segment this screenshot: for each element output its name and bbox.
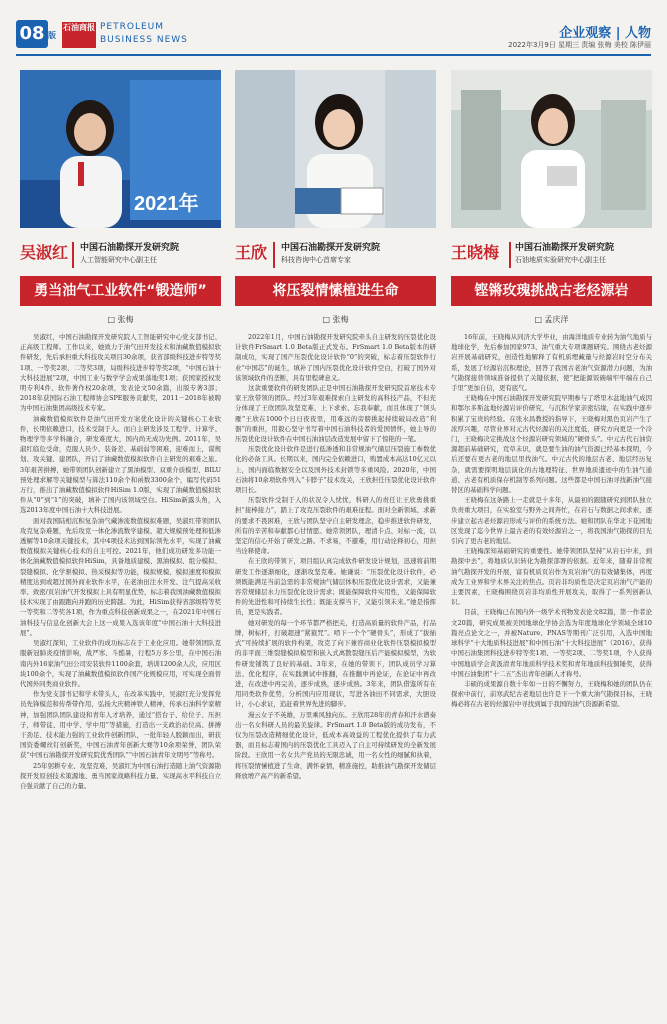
paper-english-title-line1: PETROLEUM [100,22,165,32]
article-body [20,332,221,791]
paragraph: 油藏数值模拟软件是油气田开发方案优化设计的关键核心工业软件，长期依赖进口，技术受制于人。而自主研发涉及工程学、计算学、物理学等多学科融合，研发难度大，国内尚无成功先例。2011年，吴淑红临危受命，克服人员少、装备差、基础弱等困难，迎难而上，谋规划、攻关键、建团队，开启了油藏数值模拟软件自主研发的艰难之旅。3年艰苦拼搏，她带领团队创新建立了黑油模型、双重介质模型、BILU预处理求解等关键模型与算法110余个和函数3300余个，编写代码51万行，推出了油藏数值模拟软件HiSim 1.0版，实现了油藏数值模拟软件从“0”到“1”的突破，填补了国内该领域空白。HiSim新露头角，入选2013年度中国石油十大科技进展。 [20,414,221,515]
paragraph: 吴淑红深知，工业软件的成功标志在于工业化应用。她带领团队克服新冠肺炎疫情影响，战严寒、斗酷暑，行程5万多公里，在中国石油南内外16家油气田公司安装软件1100余套，培训1200余人次，应用区块100余个，实现了油藏数值模拟软件国产化规模应用，可实现全面替代国外同类商业软件。 [20,639,221,688]
section-title: 企业观察 | 人物 [559,26,651,41]
nameplate-divider [509,242,511,268]
paragraph: 2022年1月，中国石油勘探开发研究院牵头自主研发的压裂优化设计软件FrSmart 1.0 Beta版正式发布。FrSmart 1.0 Beta版本的研制成功，实现了国产压裂优化设计软件“0”的突破，标志着压裂软件行业“中国芯”的诞生，填补了国内压裂优化设计软件空白，打破了国外对该领域软件的垄断，具有里程碑意义。 [235,333,436,382]
person-name: 王欣 [235,243,268,262]
page-number-label: 版 [48,31,56,40]
page-number: 08 [16,20,48,48]
masthead [0,0,667,58]
paragraph: 丰硕的成果源自数十年如一日的不懈努力，王晓梅和她的团队仍在探索中前行，前寒武纪古老地层也许是下一个重大油气勘探目标，王晓梅必将在古老的烃源岩中寻找到属于我国的油气资源新希望。 [451,679,652,709]
nameplate [451,234,652,276]
paragraph: 这款重要软件的研发团队正是中国石油勘探开发研究院首席技术专家王欣带领的团队。经过3年艰难探索自主研发的高科技产品，不但充分体现了王欣团队攻坚克难、上下求索、忘我奉献，而且体现了“领头雁”王欣在1000个日日夜夜里，用难远的旁膀挑起持续破局改造“利器”的重担，用毅心坚守书写着中国石油科技者的爱国情怀，她主导的压裂优化设计软件在中国石油油层改造发展中留下了惊艳的一笔。 [235,384,436,444]
article-byline: □ 张梅 [322,315,349,324]
person-organization: 中国石油勘探开发研究院 [515,243,615,253]
article-column-1 [20,70,221,791]
stage-screen-text: 2021年 [134,193,199,215]
paragraph: 在王欣的带领下，项目组认真完成软件研发设计规划，迅速将前期研发工作逐渐细化，逐渐攻坚克难。她谦说：“压裂优化设计软件，必须既能满足当前急需的非常规油气储层体积压裂优化设计需求，又能兼容常规储层水力压裂优化设计需求；既能保障软件实用性，又能保障软件的先进性和可持续生长性；既能支撑当下，又能引领未来。”她是指挥员，更是实践者。 [235,557,436,617]
portrait-photo-wu-shuhong [20,70,221,228]
article-column-2 [235,70,436,781]
paragraph: 她对研发的每一个环节都严格把关，打造高质量的软件产品，打品牌，树标杆，打破超速“紧箍咒”。啃下一个个“硬骨头”，形成了“拔插式”可持续扩展的软件构架，攻克了向下兼容商业化软件压裂模拟模型的非平面三维裂缝模拟模型和嵌入式离散裂缝压后产能模拟模型，为软件研发铺筑了良好的基础。3年来，在她的带领下，团队成员学习算法、优化程序，在实践测试中推翻，在推翻中再论证，在论证中再改进，在改进中再完善，逐步成熟，逐步成熟。3年来，团队借鉴所有在用同类软件优势，分析国内应用现状，写进各油田不同需求，大胆设计，小心求证，追赶着世界先进的脚步。 [235,618,436,709]
paragraph: 16年前，王晓梅从同济大学毕业，由海洋地质专业转为油气地质与地球化学，先后参加国家973、油气重大专项课题研究。围绕古老烃源岩开展基础研究，创造性地解释了有机质埋藏量与烃源岩时空分布关系，发展了烃源岩沉积理论，回答了我国古老油气资源潜力问题，为油气勘探接替领域准备提供了关键依据，使“把能源饭碗端牢牢端在自己手里”更加自信，更有底气。 [451,333,652,393]
paragraph: 25年躬耕专业、攻坚克难，吴淑红为中国石油打造随上油气资源勘探开发原创技术策源地、勇当国家战略科技力量、实现高水平科技自立自强贡献了自己的力量。 [20,761,221,790]
article-byline: □ 张梅 [107,315,134,324]
paper-logo: 石油商报 [62,22,96,48]
paper-english-title-line2: BUSINESS NEWS [100,35,188,45]
paragraph: 吴淑红，中国石油勘探开发研究院人工智能研究中心党支部书记、正高级工程师。工作以来，她致力于油气田开发技术和油藏数值模拟软件研发，先后承担重大科技攻关项目30余项，获省部级科技进步特等奖1项、一等奖2项、二等奖3项，局级科技进步特等奖2项，“中国石油十大科技进展”2项，中国工业与数学学会成果落地奖1项；获国家授权发明专利4件、软件著作权20余项，发表论文50余篇，出版专著3部；2018年获国际石油工程师协会SPE服务贡献奖，2011－2018年被聘为中国石油集团高级技术专家。 [20,333,221,413]
portrait-illustration [235,70,436,228]
paragraph: 王晓梅在中国石油勘探开发研究院早期参与了塔里木盆地油气成因和鄂尔多斯盆地烃源岩评价研究，与沉积学家亲密结缘，在实践中逐步积累了宝贵的经验。在张水昌教授的指导下，王晓梅对黑色页岩产生了浓厚兴趣，尽管业界对元古代烃源岩的关注度低，研究方向更是一个冷门，王晓梅决定挑战这个烃源岩研究领域的“硬骨头”。中元古代石油资源超前基础研究，荒草未识，就是要生油的油气资源已经基本探明，今后还要在更古老的地层里找油气。中元古代的地层古老、地层经历复杂，就需要探明地层演化的古地理特征、世界地质遗迹中的生油气通道、古老有机质保存机制等系列问题。这些都是中国石油寻找新油气接替区的基础科学问题。 [451,394,652,495]
date-line: 2022年3月9日 星期三 责编 张梅 美校 陈伊丽 [508,41,651,49]
article-byline: □ 孟庆洋 [534,315,569,324]
person-name: 王晓梅 [451,243,500,262]
article-body [235,332,436,781]
nameplate [20,234,221,276]
article-body [451,332,652,710]
article-column-3 [451,70,652,710]
paragraph: 压裂优化设计软件是进行低渗透和非常规油气储层压裂施工参数优化的必备工具。长期以来，国内完全依赖进口，购置成本高达10亿元以上，国内面临数据安全以及国外技术封锁等多重风险。2020年，中国石油将10余项软件列入“卡脖子”技术攻关，王欣担任压裂优化设计软件项目长。 [235,445,436,495]
paragraph: 面对我国陆相沉积复杂油气藏渗流数值模拟难题，吴淑红带领团队攻克复杂难题，先后攻克一体化渗流数学建模、超大规模预处理和低渗透解等10余项关键技术，其中4项技术达到国际领先水平，实现了油藏数值模拟关键核心技术的自主可控。2021年，他们成功研发多功能一体化油藏数值模拟软件HiSim，具备地质建模、黑油模拟、组分模拟、裂缝模拟、化学驱模拟、热采模拟等功能，模拟规模、模拟速度和模拟精度达到或超过国外商业软件水平，在老油田注水开发、注气提高采收率、致密/页岩油气开发模拟上具有明显优势，标志着我国油藏数值模拟技术实现了由跟跑向并跑的历史跨越。为此，HiSim获得省部级特等奖一等奖和二等奖各1项，作为重点科技创新成果之一，在2021年中国石油科技与信息化创新大会上这一成果入选该年度“中国石油十大科技进展”。 [20,516,221,637]
portrait-illustration [20,70,221,228]
article-headline: 勇当油气工业软件“锻造师” [20,276,221,306]
paragraph: 王晓梅深知基础研究的重要性。她带领团队坚持“从岩石中来，到勘探中去”，将地质认识转化为勘探部署的依据。近年来，随着非常规油气勘探开发的开展，富有机质页岩作为页岩油气的有效储集体，再度成为工业界和学术界关注的焦点。页岩非均质性是决定页岩油气产能的主要因素，王晓梅围绕页岩非均质性开展攻关，取得了一系列创新认识。 [451,547,652,607]
paragraph: 王晓梅在这条路上一走就是十多年，从最初的跟随研究到团队独立负责重大项目，在实验室与野外之间奔忙，在岩石与数据之间求索，逐步建立起古老烃源岩形成与评价的系统方法。她和团队在华北下花园地区发现了迄今世界上最古老的有效烃源岩之一，将我国油气勘探的目光引向了更古老的地层。 [451,496,652,546]
article-headline: 将压裂情愫植进生命 [235,276,436,306]
portrait-photo-wang-xin [235,70,436,228]
person-position: 石油地质实验研究中心副主任 [515,256,606,264]
paragraph: 作为党支部书记和学术带头人，在改革实践中，吴淑红充分发挥党员先锋模范和传帮带作用，弘扬大庆精神铁人精神，传承石油科学家精神，加强团队团队建设和青年人才培养，通过“搭台子、给位子、压担子，师带徒、用中学、学中用”等措施，打造出一支政治站位高、拼搏干劲足、技术能力强的工业软件创新团队，一批年轻人脱颖而出，研获国资委螺丝钉创新奖，中国石油青年创新大赛等10余项荣誉，团队荣获“中国石油勘探开发研究院优秀团队”“中国石油青年文明号”等称号。 [20,690,221,760]
person-position: 人工智能研究中心副主任 [80,256,157,264]
nameplate-divider [72,242,74,268]
article-headline: 铿锵玫瑰挑战古老烃源岩 [451,276,652,306]
paragraph: 漫云女子不英雄，万里乘风独向东。王欣用28年的青春和汗水谱奏出一名女科研人员的最美旋律。FrSmart 1.0 Beta版的成功发布，不仅为压裂改造精细优化设计，低成本高效益的工程优化提供了有力武器，而且标志着国内的压裂优化工具迈入了自主可持续研发的全新发展阶段。王欣用一名女共产党员的无限忠诚，用一名女性的细腻和执着，将压裂情愫植进了生命，满怀豪情，精准施控，助推油气勘探开发储层释放增产高产的新希望。 [235,710,436,780]
paragraph: 目前，王晓梅已在国内外一级学术刊物发表论文82篇，第一作者论文20篇，研究成果被美国地球化学协会选为年度地球化学领域全球10篇亮点论文之一，并被Nature、PNAS等期刊广泛引用，入选中国地球科学“十大地质科技进展”和中国石油“十大科技进展”（2016）。获得中国石油集团科技进步特等奖1项、一等奖2项、二等奖1项，个人获得中国地质学会黄汲清青年地质科学技术奖和青年地质科技铜锤奖，获得中国石油集团“十二五”杰出青年创新人才称号。 [451,608,652,678]
portrait-illustration [451,70,652,228]
person-organization: 中国石油勘探开发研究院 [281,243,381,253]
person-name: 吴淑红 [20,243,69,262]
portrait-photo-wang-xiaomei [451,70,652,228]
person-position: 科技咨询中心首席专家 [281,256,351,264]
nameplate-divider [273,242,275,268]
person-organization: 中国石油勘探开发研究院 [80,243,180,253]
masthead-rule [16,54,651,56]
paragraph: 压裂软件受制于人的状况令人忧忧，科研人的责任让王欣勇挑重担“接棒接力”，踏上了攻克压裂软件的艰难征程。面对全新领域、求新的要求不畏困难，王欣与团队坚守自主研发理念，稳步推进软件研发，所有的辛苦和奉献都心甘情愿。她常领团队，理清卡点、对标一流，以坚定的信心开始了研发之路。不求易，不避难，用行动诠释初心，用担当诠释使命。 [235,496,436,556]
nameplate [235,234,436,276]
